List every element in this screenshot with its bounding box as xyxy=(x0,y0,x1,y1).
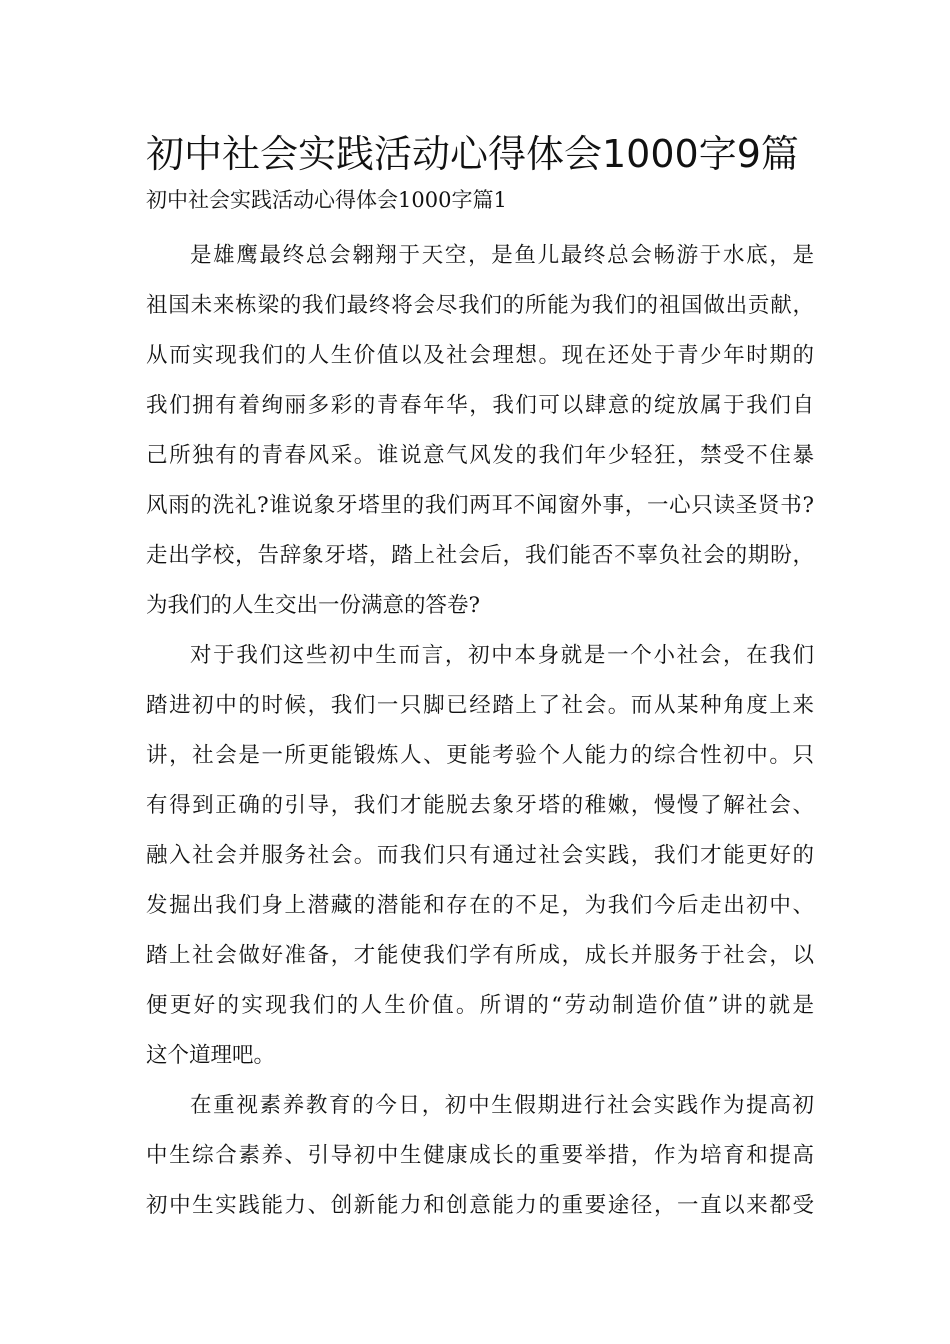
paragraph-2 xyxy=(146,631,814,1081)
section-heading: 初中社会实践活动心得体会1000字篇1 xyxy=(146,188,507,212)
paragraph-line: 这个道理吧。 xyxy=(146,1043,276,1068)
paragraph-3 xyxy=(146,1081,814,1231)
paragraph-line: 初中生实践能力、创新能力和创意能力的重要途径，一直以来都受 xyxy=(146,1193,814,1218)
paragraph-line: 为我们的人生交出一份满意的答卷? xyxy=(146,593,481,618)
paragraph-line: 己所独有的青春风采。谁说意气风发的我们年少轻狂，禁受不住暴 xyxy=(146,443,814,468)
paragraph-line: 讲，社会是一所更能锻炼人、更能考验个人能力的综合性初中。只 xyxy=(146,743,814,768)
paragraph-line: 走出学校，告辞象牙塔，踏上社会后，我们能否不辜负社会的期盼， xyxy=(146,543,814,568)
paragraph-line: 中生综合素养、引导初中生健康成长的重要举措，作为培育和提高 xyxy=(146,1143,814,1168)
paragraph-line: 踏进初中的时候，我们一只脚已经踏上了社会。而从某种角度上来 xyxy=(146,693,814,718)
paragraph-line: 是雄鹰最终总会翱翔于天空，是鱼儿最终总会畅游于水底，是 xyxy=(190,243,814,268)
document-body xyxy=(146,231,814,1231)
paragraph-line: 便更好的实现我们的人生价值。所谓的“劳动制造价值”讲的就是 xyxy=(146,993,814,1018)
paragraph-line: 风雨的洗礼?谁说象牙塔里的我们两耳不闻窗外事，一心只读圣贤书? xyxy=(146,493,814,518)
paragraph-line: 我们拥有着绚丽多彩的青春年华，我们可以肆意的绽放属于我们自 xyxy=(146,393,814,418)
paragraph-line: 融入社会并服务社会。而我们只有通过社会实践，我们才能更好的 xyxy=(146,843,814,868)
paragraph-line: 对于我们这些初中生而言，初中本身就是一个小社会，在我们 xyxy=(190,643,814,668)
paragraph-1 xyxy=(146,231,814,631)
document-title: 初中社会实践活动心得体会1000字9篇 xyxy=(146,132,799,176)
paragraph-line: 踏上社会做好准备，才能使我们学有所成，成长并服务于社会，以 xyxy=(146,943,814,968)
paragraph-line: 祖国未来栋梁的我们最终将会尽我们的所能为我们的祖国做出贡献， xyxy=(146,293,814,318)
paragraph-line: 发掘出我们身上潜藏的潜能和存在的不足，为我们今后走出初中、 xyxy=(146,893,814,918)
paragraph-line: 从而实现我们的人生价值以及社会理想。现在还处于青少年时期的 xyxy=(146,343,814,368)
paragraph-line: 有得到正确的引导，我们才能脱去象牙塔的稚嫩，慢慢了解社会、 xyxy=(146,793,814,818)
paragraph-line: 在重视素养教育的今日，初中生假期进行社会实践作为提高初 xyxy=(190,1093,814,1118)
